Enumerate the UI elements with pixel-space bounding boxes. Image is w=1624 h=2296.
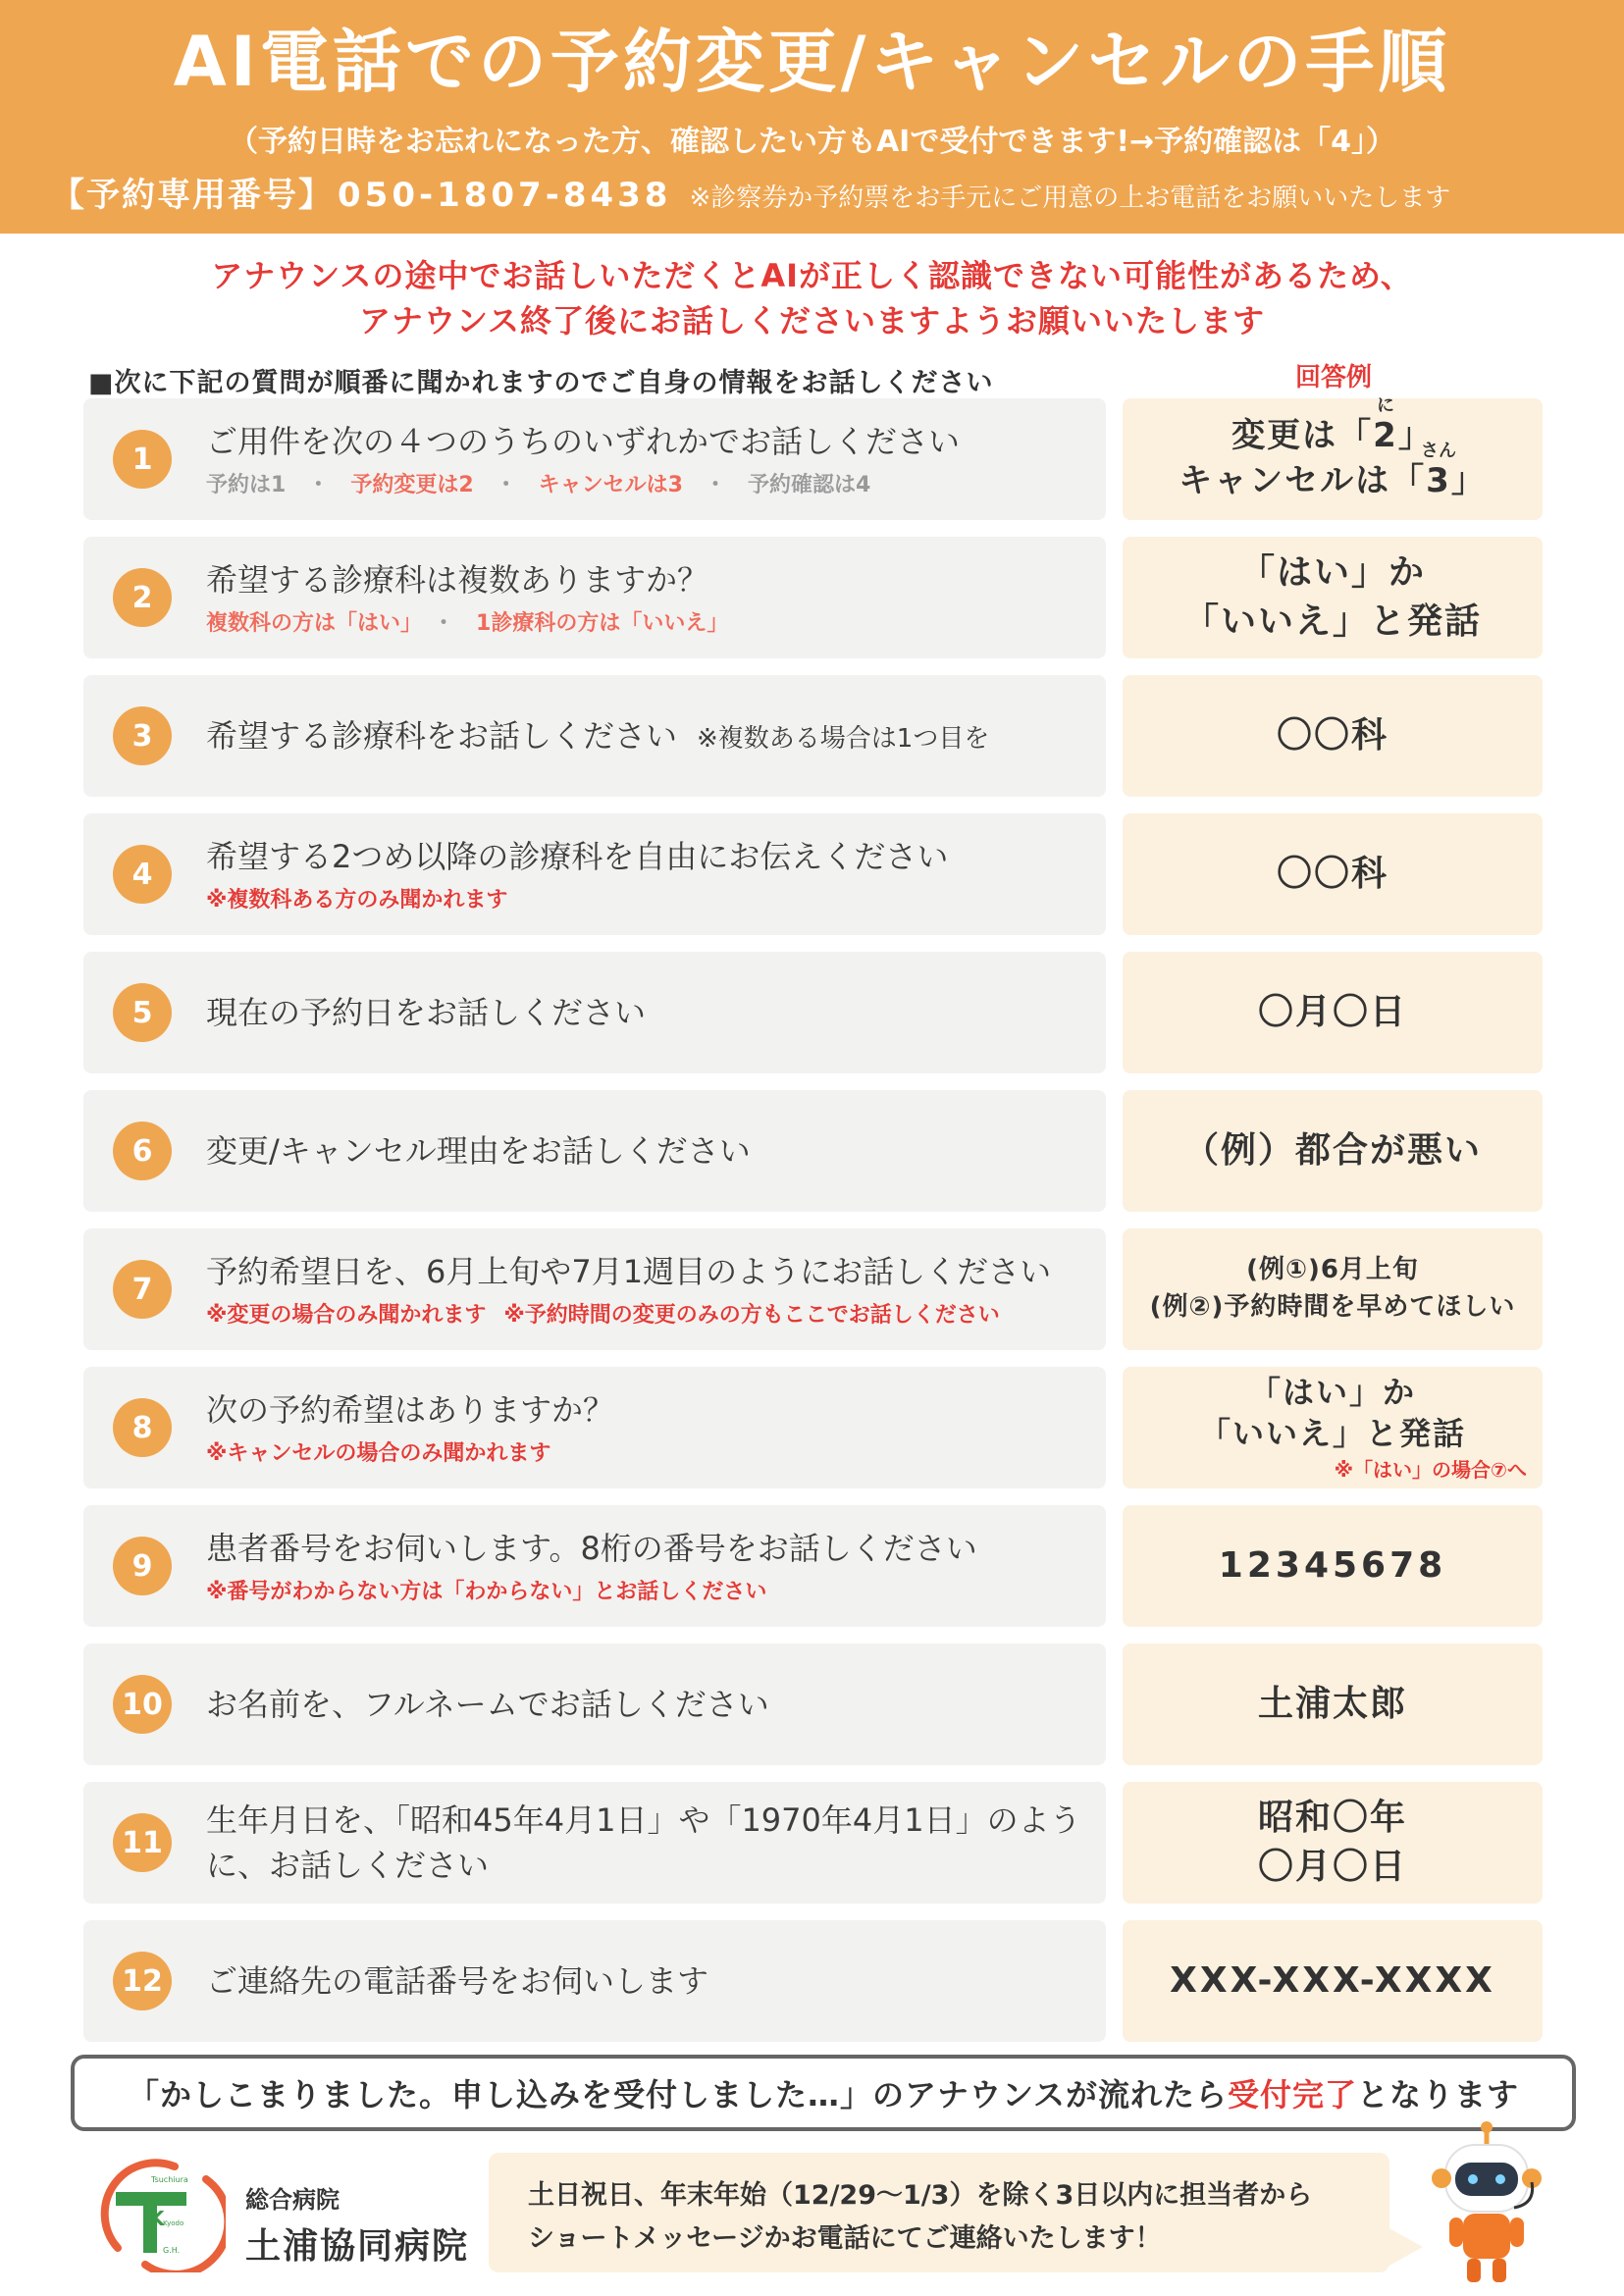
warning-message	[0, 253, 1624, 343]
step-row-9	[83, 1505, 1543, 1627]
step-number-badge: 8	[113, 1398, 172, 1457]
answer-text: 」	[1397, 416, 1434, 456]
question-text: 予約希望日を、6月上旬や7月1週目のようにお話しください	[206, 1253, 1052, 1291]
answer-card	[1123, 1228, 1543, 1350]
answer-card	[1123, 1782, 1543, 1904]
answer-card	[1123, 1090, 1543, 1212]
question-card	[83, 1644, 1106, 1765]
step-row-8	[83, 1367, 1543, 1488]
answer-text: 〇〇科	[1276, 714, 1388, 756]
ruby-reading: に	[1376, 395, 1394, 417]
step-number-badge: 7	[113, 1260, 172, 1319]
answer-card	[1123, 952, 1543, 1073]
separator: ・	[704, 472, 726, 497]
logo-text-bottom: G.H.	[163, 2246, 181, 2255]
question-text: 生年月日を、「昭和45年4月1日」や「1970年4月1日」のように、お話しください	[206, 1800, 1081, 1884]
step-number-badge: 2	[113, 568, 172, 627]
logo-text-right: Kyodo	[163, 2219, 184, 2227]
answer-card	[1123, 1920, 1543, 2042]
step-number-badge: 12	[113, 1952, 172, 2010]
hospital-name: 土浦協同病院	[245, 2226, 470, 2267]
hospital-type: 総合病院	[245, 2186, 340, 2214]
question-text: ご連絡先の電話番号をお伺いします	[206, 1961, 709, 2000]
page-title: AI電話での予約変更/キャンセルの手順	[173, 22, 1451, 102]
completion-highlight: 受付完了	[1228, 2076, 1358, 2113]
question-options	[206, 468, 1094, 498]
answer-line-2: 「いいえ」と発話	[1182, 601, 1482, 642]
answer-line-1: (例①)6月上旬	[1246, 1255, 1419, 1285]
question-text-block	[206, 1644, 1094, 1765]
step-number-badge: 11	[113, 1813, 172, 1872]
question-card	[83, 1090, 1106, 1212]
question-card	[83, 1367, 1106, 1488]
sub-time-change: ※予約時間の変更のみの方もここでお話しください	[503, 1302, 1000, 1328]
answer-text: 12345678	[1218, 1544, 1447, 1586]
answer-text: 〇月〇日	[1257, 991, 1407, 1032]
answer-card	[1123, 395, 1543, 520]
question-text-block	[206, 675, 1094, 797]
question-text-block	[206, 1228, 1094, 1350]
step-row-10	[83, 1644, 1543, 1765]
answer-card	[1123, 1644, 1543, 1765]
svg-text:K: K	[149, 2207, 165, 2230]
question-text-block	[206, 1505, 1094, 1627]
option-cancel: キャンセルは3	[538, 472, 683, 497]
question-card	[83, 1505, 1106, 1627]
question-card	[83, 813, 1106, 935]
answer-line-2: (例②)予約時間を早めてほしい	[1149, 1292, 1516, 1322]
contact-line-1: 土日祝日、年末年始（12/29～1/3）を除く3日以内に担当者から	[528, 2180, 1313, 2211]
question-text: 次の予約希望はありますか？	[206, 1391, 615, 1430]
question-text-block	[206, 1090, 1094, 1212]
question-card	[83, 675, 1106, 797]
step-number-badge: 9	[113, 1537, 172, 1595]
header-banner	[0, 0, 1624, 234]
hospital-logo-icon	[98, 2155, 226, 2272]
answer-card	[1123, 1505, 1543, 1627]
phone-label: 【予約専用番号】	[51, 176, 334, 215]
separator: ・	[433, 610, 455, 636]
question-main: 希望する診療科をお話しください	[206, 716, 678, 755]
answer-text: キャンセルは「	[1179, 461, 1427, 500]
answer-line-1: 昭和〇年	[1257, 1797, 1407, 1838]
warning-line-1: アナウンスの途中でお話しいただくとAIが正しく認識できない可能性があるため、	[211, 257, 1413, 294]
answer-line-2	[1179, 441, 1487, 504]
question-text: お名前を、フルネームでお話しください	[206, 1685, 769, 1723]
question-text: 変更/キャンセル理由をお話しください	[206, 1131, 751, 1170]
question-text	[206, 714, 1094, 758]
answer-card	[1123, 1367, 1543, 1488]
question-text: 現在の予約日をお話しください	[206, 993, 647, 1031]
separator: ・	[495, 472, 517, 497]
question-text-block	[206, 952, 1094, 1073]
question-text: 希望する2つめ以降の診療科を自由にお伝えください	[206, 838, 949, 876]
answer-line-1	[1231, 395, 1434, 459]
answer-line-1: 「はい」か	[1238, 551, 1426, 593]
answer-card	[1123, 813, 1543, 935]
contact-line-2: ショートメッセージかお電話にてご連絡いたします！	[528, 2223, 1162, 2254]
ruby-base: 3	[1426, 461, 1451, 500]
question-text-block	[206, 537, 1094, 658]
step-row-5	[83, 952, 1543, 1073]
question-sub: ※キャンセルの場合のみ聞かれます	[206, 1440, 551, 1466]
answer-card	[1123, 537, 1543, 658]
answer-card	[1123, 675, 1543, 797]
question-text: ご用件を次の４つのうちのいずれかでお話しください	[206, 423, 961, 461]
step-row-12	[83, 1920, 1543, 2042]
separator: ・	[307, 472, 330, 497]
answer-text: XXX-XXX-XXXX	[1170, 1959, 1495, 2001]
instruction-text: ■次に下記の質問が順番に聞かれますのでご自身の情報をお話しください	[88, 368, 994, 398]
sub-yes: 複数科の方は「はい」	[206, 610, 412, 636]
contact-notice	[489, 2153, 1389, 2272]
step-row-7	[83, 1228, 1543, 1350]
step-number-badge: 5	[113, 983, 172, 1042]
step-row-3	[83, 675, 1543, 797]
answer-text: 〇〇科	[1276, 853, 1388, 894]
step-number-badge: 4	[113, 845, 172, 904]
question-sub	[206, 606, 1094, 637]
option-confirm: 予約確認は4	[747, 472, 871, 497]
step-row-4	[83, 813, 1543, 935]
step-number-badge: 6	[113, 1122, 172, 1180]
answer-line-1: 「はい」か	[1248, 1373, 1416, 1411]
ruby-base: 2	[1373, 416, 1398, 456]
page-subtitle: （予約日時をお忘れになった方、確認したい方もAIで受付できます!→予約確認は「4」）	[228, 125, 1396, 159]
answer-line-2: 「いいえ」と発話	[1198, 1414, 1466, 1452]
question-text-block	[206, 398, 1094, 520]
phone-number[interactable]: 050-1807-8438	[338, 176, 672, 215]
answer-text: （例）都合が悪い	[1182, 1129, 1482, 1171]
step-row-6	[83, 1090, 1543, 1212]
step-row-1	[83, 395, 1543, 520]
option-change: 予約変更は2	[350, 472, 474, 497]
question-text-block	[206, 1782, 1094, 1904]
step-row-2	[83, 537, 1543, 658]
warning-line-2: アナウンス終了後にお話しくださいますようお願いいたします	[358, 302, 1266, 339]
sub-no: 1診療科の方は「いいえ」	[476, 610, 729, 636]
logo-text-top: Tsuchiura	[151, 2175, 188, 2184]
question-sub	[206, 1298, 1094, 1329]
question-note: ※複数ある場合は1つ目を	[697, 723, 990, 754]
step-number-badge: 1	[113, 430, 172, 489]
answer-note: ※「はい」の場合⑦へ	[1334, 1458, 1527, 1483]
step-number-badge: 3	[113, 706, 172, 765]
question-text-block	[206, 813, 1094, 935]
question-sub: ※複数科ある方のみ聞かれます	[206, 887, 508, 913]
option-reserve: 予約は1	[206, 472, 287, 497]
answer-text: 変更は「	[1231, 416, 1374, 456]
hospital-name-block	[245, 2180, 469, 2269]
ruby-reading: さん	[1420, 441, 1456, 461]
question-card	[83, 1782, 1106, 1904]
ruby-number	[1373, 395, 1398, 459]
completion-banner	[71, 2055, 1576, 2131]
step-number-badge: 10	[113, 1675, 172, 1734]
answer-text: 土浦太郎	[1257, 1683, 1407, 1724]
question-card	[83, 952, 1106, 1073]
sub-change-only: ※変更の場合のみ聞かれます	[206, 1302, 487, 1328]
answer-line-2: 〇月〇日	[1257, 1847, 1407, 1887]
question-card	[83, 1920, 1106, 2042]
completion-text: 「かしこまりました。申し込みを受付しました…」のアナウンスが流れたら	[127, 2076, 1228, 2113]
question-card	[83, 398, 1106, 520]
ruby-number	[1420, 441, 1456, 504]
question-text-block	[206, 1367, 1094, 1488]
question-card	[83, 537, 1106, 658]
robot-mascot-icon	[1428, 2119, 1545, 2291]
step-row-11	[83, 1782, 1543, 1904]
question-card	[83, 1228, 1106, 1350]
answer-column-header: 回答例	[1294, 363, 1372, 392]
question-text: 患者番号をお伺いします。8桁の番号をお話しください	[206, 1530, 977, 1568]
completion-text-end: となります	[1357, 2076, 1520, 2113]
question-text: 希望する診療科は複数ありますか？	[206, 561, 709, 600]
speech-bubble-tail	[1388, 2227, 1423, 2267]
phone-row	[51, 176, 1604, 215]
answer-text: 」	[1450, 461, 1487, 500]
question-text-block	[206, 1920, 1094, 2042]
question-sub: ※番号がわからない方は「わからない」とお話しください	[206, 1579, 767, 1604]
phone-note: ※診察券か予約票をお手元にご用意の上お電話をお願いいたします	[689, 183, 1451, 213]
